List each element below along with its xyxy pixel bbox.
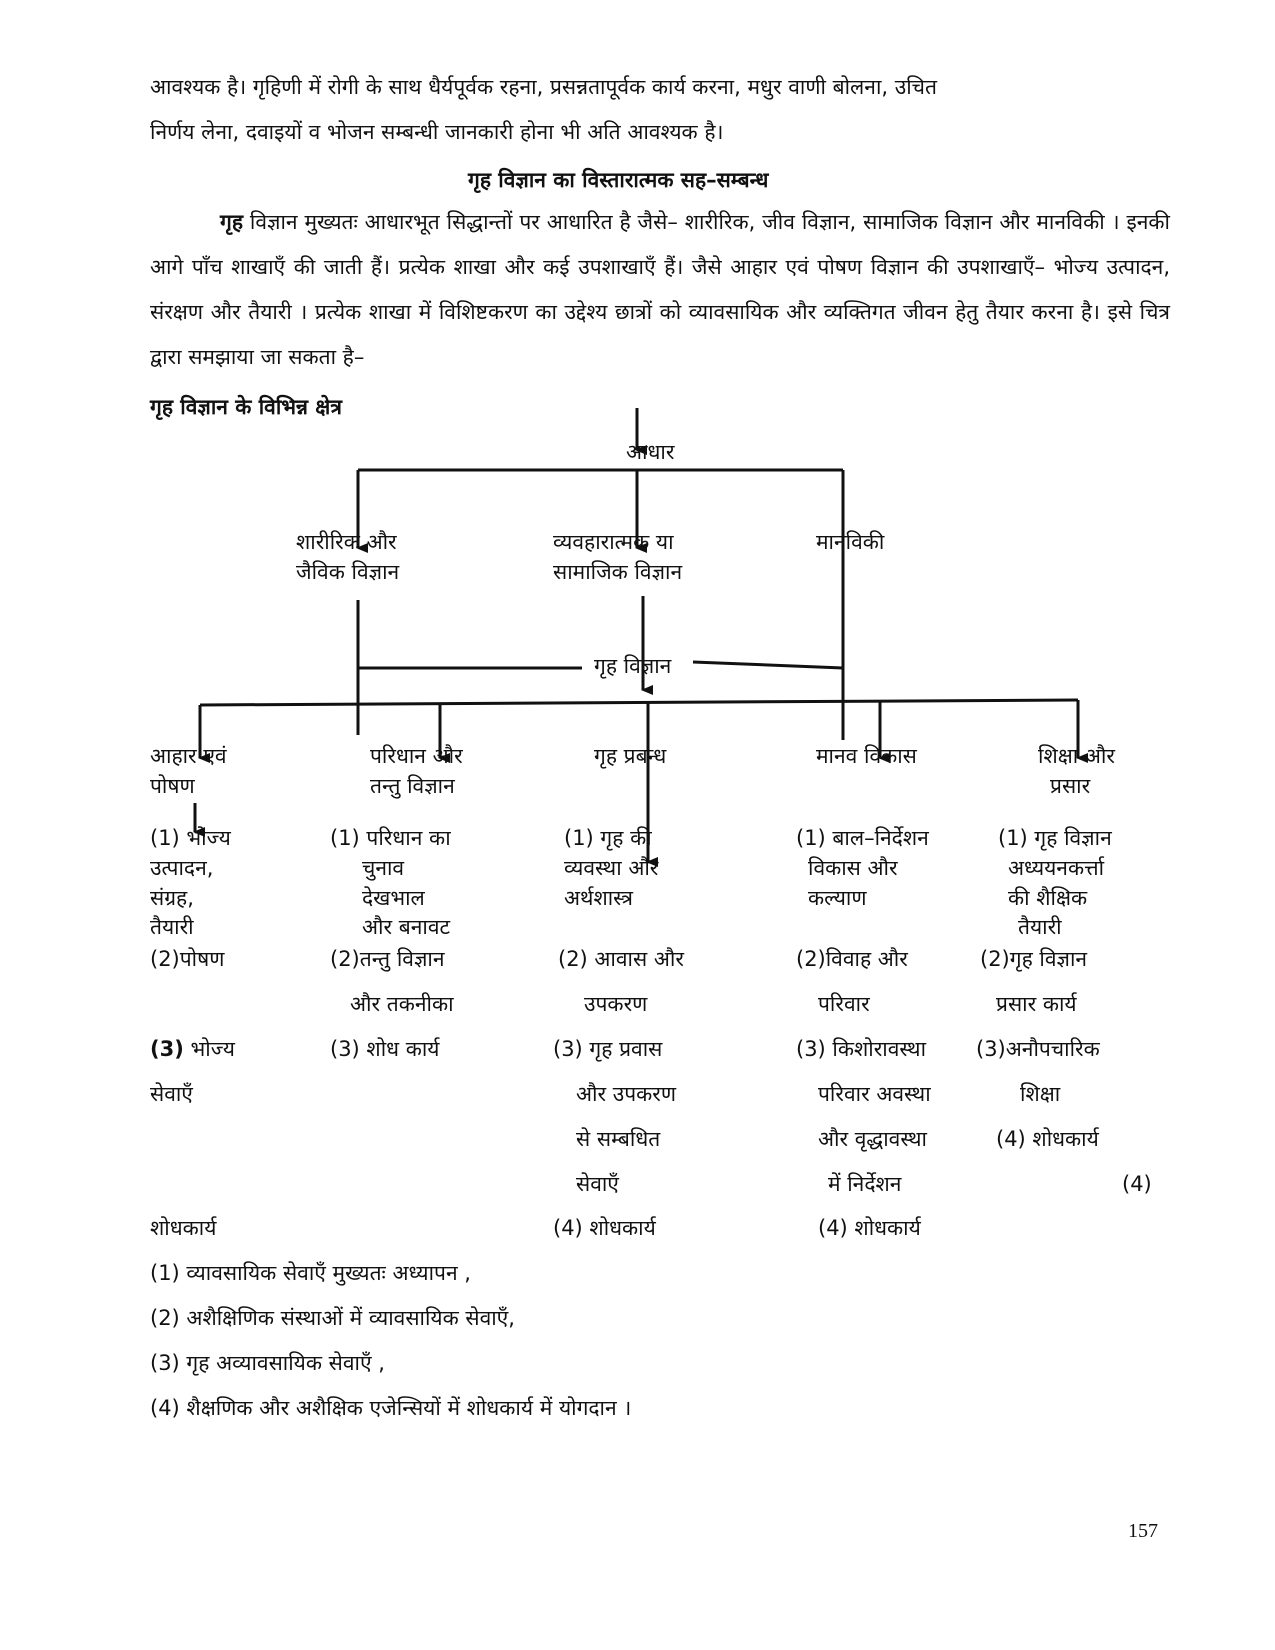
base-social-l1: व्यवहारात्मक या [553, 530, 674, 554]
c4-item2-l2: परिवार [818, 992, 870, 1016]
c3-item1-l2: व्यवस्था और [564, 856, 659, 880]
c4-item1-l1: (1) बाल–निर्देशन [796, 826, 929, 850]
c1-item4: शोधकार्य [150, 1216, 217, 1240]
c5-item3-l2: शिक्षा [1020, 1082, 1061, 1106]
c4-item4: (4) शोधकार्य [818, 1216, 921, 1240]
body-bold-word: गृह [220, 210, 243, 234]
list-item-4: (4) शैक्षणिक और अशैक्षिक एजेन्सियों में शोधकार्य में योगदान । [150, 1396, 632, 1420]
c4-item3-l4: में निर्देशन [828, 1172, 902, 1196]
branch-textiles-l1: परिधान और [370, 744, 463, 768]
c2-item3: (3) शोध कार्य [330, 1037, 440, 1061]
c1-item3 [150, 1034, 235, 1064]
body-text: विज्ञान मुख्यतः आधारभूत सिद्धान्तों पर आधारित है जैसे– शारीरिक, जीव विज्ञान, सामाजिक विज्ञान और मानविकी । इनकी आगे पाँच शाखाएँ की जाती हैं। प्रत्येक शाखा और कई उपशाखाएँ हैं। जैसे आहार एवं पोषण विज्ञान की उपशाखाएँ– भोज्य उत्पादन, संरक्षण और तैयारी । प्रत्येक शाखा में विशिष्टकरण का उद्देश्य छात्रों को व्यावसायिक और व्यक्तिगत जीवन हेतु तैयार करना है। इसे चित्र द्वारा समझाया जा सकता है– [150, 210, 1170, 369]
branch-nutrition-l2: पोषण [150, 774, 195, 798]
c1-item2: (2)पोषण [150, 947, 225, 971]
c1-item3-number: (3) [150, 1037, 184, 1061]
diagram-title: गृह विज्ञान के विभिन्न क्षेत्र [150, 395, 342, 419]
diagram-root: आधार [626, 440, 675, 464]
base-humanities: मानविकी [816, 530, 885, 554]
c4-item3-l2: परिवार अवस्था [818, 1082, 931, 1106]
c3-item3-l1: (3) गृह प्रवास [553, 1037, 663, 1061]
c4-item2-l1: (2)विवाह और [796, 947, 908, 971]
c3-item4: (4) शोधकार्य [553, 1216, 656, 1240]
c3-item3-l2: और उपकरण [576, 1082, 677, 1106]
c2-item2-l1: (2)तन्तु विज्ञान [330, 947, 445, 971]
c1-item1-l1: (1) भोज्य [150, 826, 231, 850]
c2-item2-l2: और तकनीका [350, 992, 454, 1016]
list-item-1: (1) व्यावसायिक सेवाएँ मुख्यतः अध्यापन , [150, 1261, 471, 1285]
intro-line-2: निर्णय लेना, दवाइयों व भोजन सम्बन्धी जानकारी होना भी अति आवश्यक है। [150, 120, 724, 144]
c4-item1-l2: विकास और [808, 856, 898, 880]
base-social-l2: सामाजिक विज्ञान [553, 560, 683, 584]
base-physical-l1: शारीरिक और [296, 530, 397, 554]
list-item-2: (2) अशैक्षिणिक संस्थाओं में व्यावसायिक सेवाएँ, [150, 1306, 515, 1330]
c5-item1-l1: (1) गृह विज्ञान [998, 826, 1112, 850]
c4-item1-l3: कल्याण [808, 886, 867, 910]
branch-textiles-l2: तन्तु विज्ञान [370, 774, 455, 798]
c4-item3-l1: (3) किशोरावस्था [796, 1037, 927, 1061]
c1-item1-l4: तैयारी [150, 915, 194, 939]
diagram-center: गृह विज्ञान [594, 654, 672, 678]
c2-item1-l2: चुनाव [362, 856, 405, 880]
c2-item1-l3: देखभाल [362, 886, 425, 910]
section-title: गृह विज्ञान का विस्तारात्मक सह–सम्बन्ध [468, 168, 769, 192]
intro-line-1: आवश्यक है। गृहिणी में रोगी के साथ धैर्यपूर्वक रहना, प्रसन्नतापूर्वक कार्य करना, मधुर वाणी बोलना, उचित [150, 75, 937, 99]
c1-item3-l2: सेवाएँ [150, 1082, 193, 1106]
c4-item3-l3: और वृद्धावस्था [818, 1127, 927, 1151]
c5-item1-l3: की शैक्षिक [1008, 886, 1088, 910]
page-number: 157 [1128, 1520, 1158, 1542]
c5-item1-l4: तैयारी [1018, 915, 1062, 939]
c3-item2-l2: उपकरण [584, 992, 648, 1016]
branch-human-development: मानव विकास [816, 744, 917, 768]
c5-item2-l1: (2)गृह विज्ञान [980, 947, 1088, 971]
c3-item3-l4: सेवाएँ [576, 1172, 619, 1196]
branch-extension-l2: प्रसार [1050, 774, 1091, 798]
c1-item1-l2: उत्पादन, [150, 856, 214, 880]
c5-item3-l1: (3)अनौपचारिक [976, 1037, 1100, 1061]
branch-extension-l1: शिक्षा और [1038, 744, 1115, 768]
base-physical-l2: जैविक विज्ञान [296, 560, 400, 584]
c5-item1-l2: अध्ययनकर्त्ता [1008, 856, 1105, 880]
c2-item1-l4: और बनावट [362, 915, 451, 939]
c5-item4: (4) शोधकार्य [996, 1127, 1099, 1151]
branch-nutrition-l1: आहार एवं [150, 744, 227, 768]
c2-item1-l1: (1) परिधान का [330, 826, 451, 850]
c1-item3-text: भोज्य [183, 1037, 235, 1061]
list-item-3: (3) गृह अव्यावसायिक सेवाएँ , [150, 1351, 385, 1375]
branch-home-management: गृह प्रबन्ध [594, 744, 667, 768]
c5-item2-l2: प्रसार कार्य [996, 992, 1077, 1016]
c1-item1-l3: संग्रह, [150, 886, 194, 910]
c3-item2-l1: (2) आवास और [558, 947, 684, 971]
c3-item1-l3: अर्थशास्त्र [564, 886, 633, 910]
c3-item3-l3: से सम्बधित [576, 1127, 661, 1151]
c3-item1-l1: (1) गृह की [564, 826, 652, 850]
c5-stray-number: (4) [1122, 1172, 1152, 1196]
